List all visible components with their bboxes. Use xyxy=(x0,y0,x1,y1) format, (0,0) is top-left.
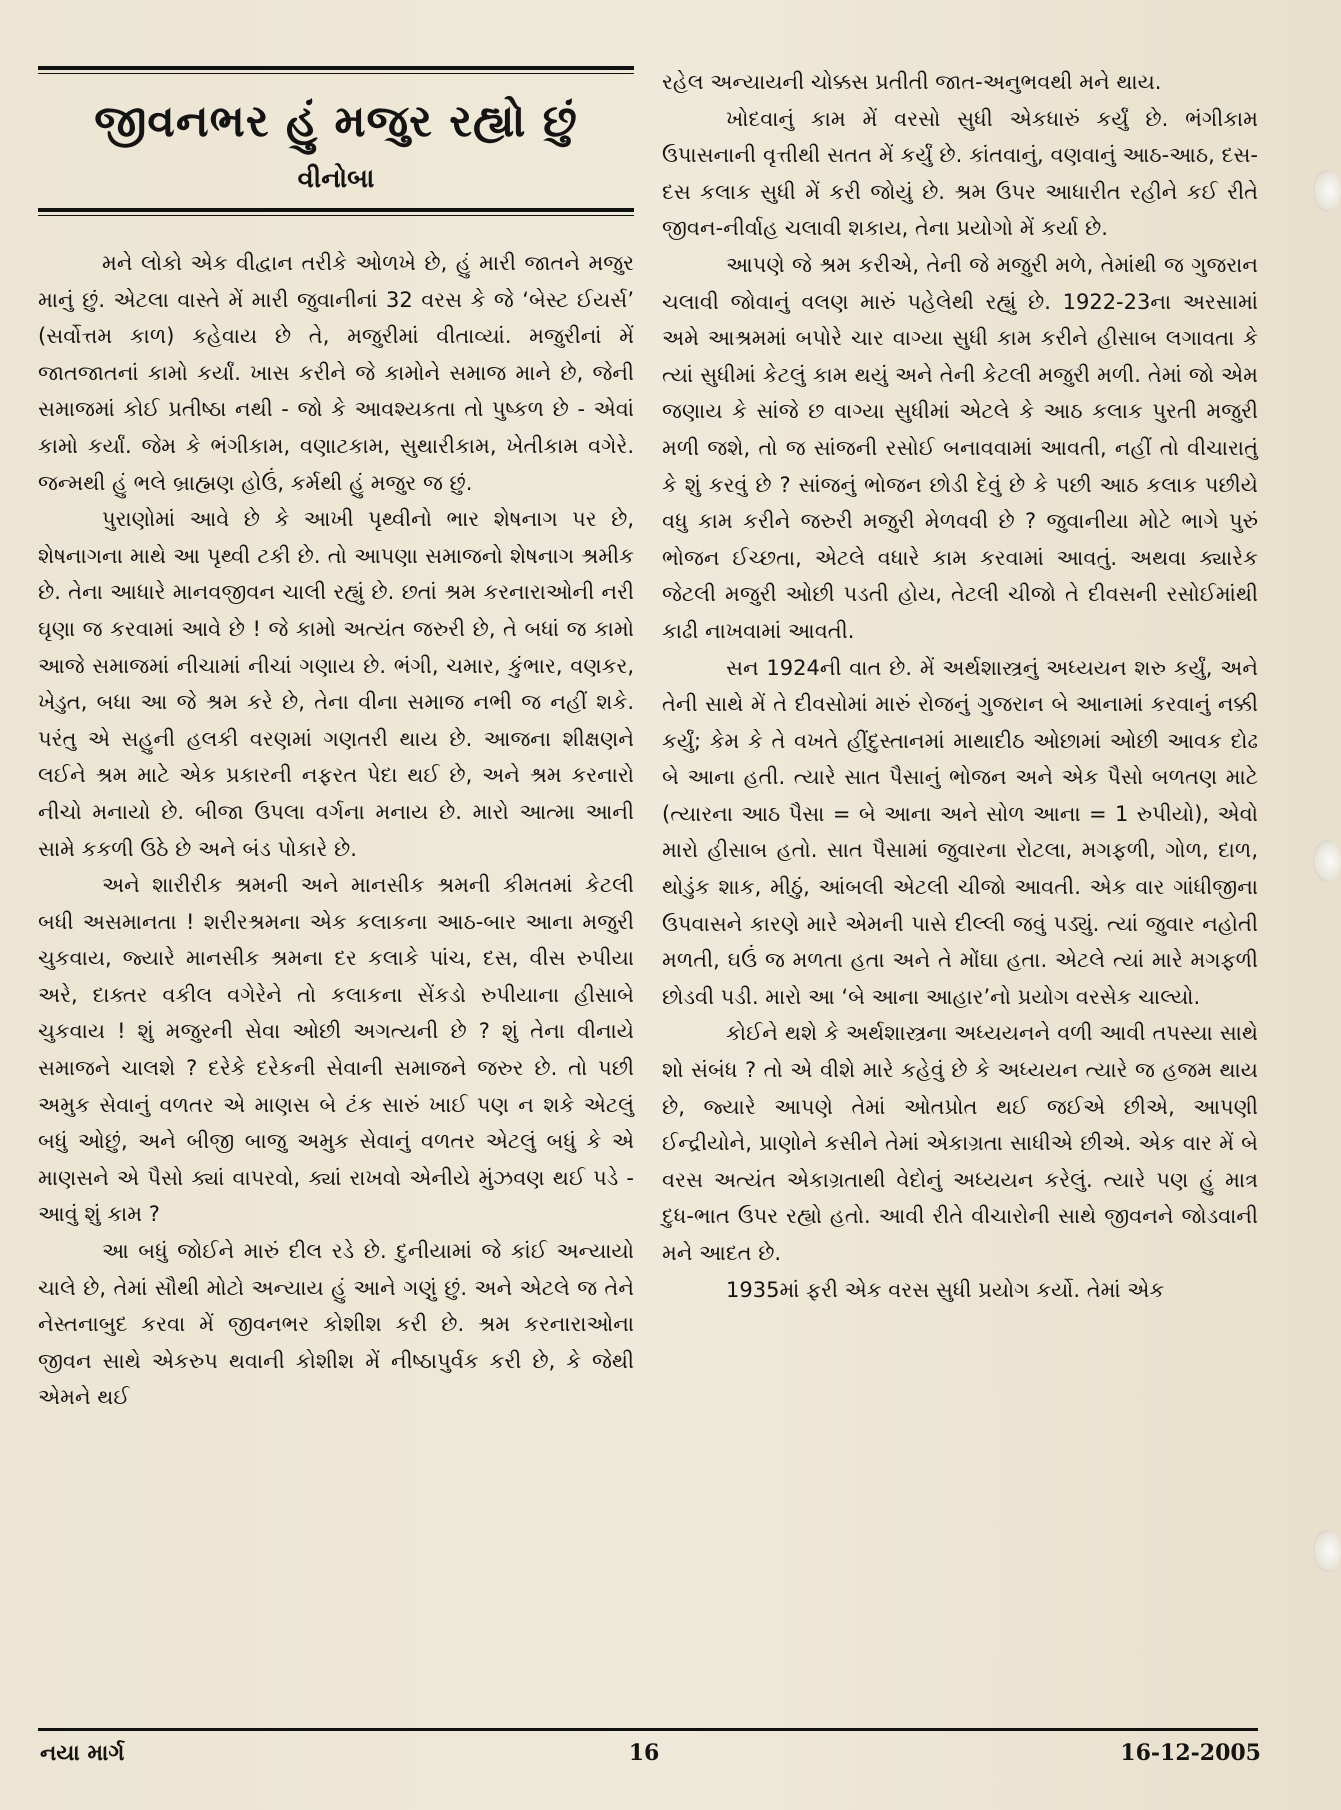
paragraph: આપણે જે શ્રમ કરીએ, તેની જે મજુરી મળે, તેમાંથી જ ગુજરાન ચલાવી જોવાનું વલણ મારું પહેલેથી રહ્યું છે. 1922-23ના અરસામાં અમે આશ્રમમાં બપોરે ચાર વાગ્યા સુધી કામ કરીને હીસાબ લગાવતા કે ત્યાં સુધીમાં કેટલું કામ થયું અને તેની કેટલી મજુરી મળી. તેમાં જો એમ જણાય કે સાંજે છ વાગ્યા સુધીમાં એટલે કે આઠ કલાક પુરતી મજુરી મળી જશે, તો જ સાંજની રસોઈ બનાવવામાં આવતી, નહીં તો વીચારાતું કે શું કરવું છે ? સાંજનું ભોજન છોડી દેવું છે કે પછી આઠ કલાક પછીયે વધુ કામ કરીને જરુરી મજુરી મેળવવી છે ? જુવાનીયા મોટે ભાગે પુરું ભોજન ઈચ્છતા, એટલે વધારે કામ કરવામાં આવતું. અથવા ક્યારેક જેટલી મજુરી ઓછી પડતી હોય, તેટલી ચીજો તે દીવસની રસોઈમાંથી કાઢી નાખવામાં આવતી. xyxy=(662,252,1258,643)
left-column xyxy=(38,245,634,1416)
title-rule-top xyxy=(38,66,634,70)
right-column xyxy=(662,64,1258,1308)
paragraph: અને શારીરીક શ્રમની અને માનસીક શ્રમની કીમતમાં કેટલી બધી અસમાનતા ! શરીરશ્રમના એક કલાકના આઠ-બાર આના મજુરી ચુકવાય, જ્યારે માનસીક શ્રમના દર કલાકે પાંચ, દસ, વીસ રુપીયા અરે, દાક્તર વકીલ વગેરેને તો કલાકના સેંકડો રુપીયાના હીસાબે ચુકવાય ! શું મજુરની સેવા ઓછી અગત્યની છે ? શું તેના વીનાયે સમાજને ચાલશે ? દરેકે દરેકની સેવાની સમાજને જરુર છે. તો પછી અમુક સેવાનું વળતર એ માણસ બે ટંક સારું ખાઈ પણ ન શકે એટલું બધું ઓછું, અને બીજી બાજુ અમુક સેવાનું વળતર એટલું બધું કે એ માણસને એ પૈસો ક્યાં વાપરવો, ક્યાં રાખવો એનીયે મુંઝવણ થઈ પડે - આવું શું કામ ? xyxy=(38,873,634,1227)
footer-date: 16-12-2005 xyxy=(1120,1740,1261,1766)
paragraph: આ બધું જોઈને મારું દીલ રડે છે. દુનીયામાં જે કાંઈ અન્યાયો ચાલે છે, તેમાં સૌથી મોટો અન્યાય હું આને ગણું છું. અને એટલે જ તેને નેસ્તનાબુદ કરવા મેં જીવનભર કોશીશ કરી છે. શ્રમ કરનારાઓના જીવન સાથે એકરુપ થવાની કોશીશ મેં નીષ્ઠાપુર્વક કરી છે, કે જેથી એમને થઈ xyxy=(38,1239,634,1410)
article-title: જીવનભર હું મજુર રહ્યો છું xyxy=(94,96,578,147)
title-rule-bottom-thin xyxy=(38,215,634,216)
paragraph: 1935માં ફરી એક વરસ સુધી પ્રયોગ કર્યો. તેમાં એક xyxy=(726,1277,1165,1302)
footer-page-number: 16 xyxy=(628,1740,660,1766)
paragraph: કોઈને થશે કે અર્થશાસ્ત્રના અધ્યયનને વળી આવી તપસ્યા સાથે શો સંબંધ ? તો એ વીશે મારે કહેવું છે કે અધ્યયન ત્યારે જ હજમ થાય છે, જ્યારે આપણે તેમાં ઓતપ્રોત થઈ જઈએ છીએ, આપણી ઈન્દ્રીયોને, પ્રાણોને કસીને તેમાં એકાગ્રતા સાધીએ છીએ. એક વાર મેં બે વરસ અત્યંત એકાગ્રતાથી વેદોનું અધ્યયન કરેલું. ત્યારે પણ હું માત્ર દુધ-ભાત ઉપર રહ્યો હતો. આવી રીતે વીચારોની સાથે જીવનને જોડવાની મને આદત છે. xyxy=(662,1021,1258,1265)
article-header xyxy=(38,66,634,216)
title-rule-bottom xyxy=(38,208,634,212)
paragraph: ખોદવાનું કામ મેં વરસો સુધી એકધારું કર્યું છે. ભંગીકામ ઉપાસનાની વૃત્તીથી સતત મેં કર્યું છે. કાંતવાનું, વણવાનું આઠ-આઠ, દસ-દસ કલાક સુધી મેં કરી જોયું છે. શ્રમ ઉપર આધારીત રહીને કઈ રીતે જીવન-નીર્વાહ ચલાવી શકાય, તેના પ્રયોગો મેં કર્યા છે. xyxy=(662,106,1258,241)
punch-hole-mark xyxy=(1313,840,1341,882)
punch-hole-mark xyxy=(1313,1530,1341,1572)
footer-rule xyxy=(38,1728,1258,1731)
paragraph-continued: રહેલ અન્યાયની ચોક્કસ પ્રતીતી જાત-અનુભવથી મને થાય. xyxy=(662,70,1162,94)
title-rule-top-thin xyxy=(38,73,634,74)
paragraph: મને લોકો એક વીદ્વાન તરીકે ઓળખે છે, હું મારી જાતને મજુર માનું છું. એટલા વાસ્તે મેં મારી જુવાનીનાં 32 વરસ કે જે ‘બેસ્ટ ઈયર્સ’ (સર્વોત્તમ કાળ) કહેવાય છે તે, મજુરીમાં વીતાવ્યાં. મજુરીનાં મેં જાતજાતનાં કામો કર્યાં. ખાસ કરીને જે કામોને સમાજ માને છે, જેની સમાજમાં કોઈ પ્રતીષ્ઠા નથી - જો કે આવશ્યકતા તો પુષ્કળ છે - એવાં કામો કર્યાં. જેમ કે ભંગીકામ, વણાટકામ, સુથારીકામ, ખેતીકામ વગેરે. જન્મથી હું ભલે બ્રાહ્મણ હોઉં, કર્મથી હું મજુર જ છું. xyxy=(38,251,634,495)
footer-publication: નયા માર્ગ xyxy=(40,1740,125,1766)
paragraph: સન 1924ની વાત છે. મેં અર્થશાસ્ત્રનું અધ્યયન શરુ કર્યું, અને તેની સાથે મેં તે દીવસોમાં મારું રોજનું ગુજરાન બે આનામાં કરવાનું નક્કી કર્યું; કેમ કે તે વખતે હીંદુસ્તાનમાં માથાદીઠ ઓછામાં ઓછી આવક દોઢ બે આના હતી. ત્યારે સાત પૈસાનું ભોજન અને એક પૈસો બળતણ માટે (ત્યારના આઠ પૈસા = બે આના અને સોળ આના = 1 રુપીયો), એવો મારો હીસાબ હતો. સાત પૈસામાં જુવારના રોટલા, મગફળી, ગોળ, દાળ, થોડુંક શાક, મીઠું, આંબલી એટલી ચીજો આવતી. એક વાર ગાંધીજીના ઉપવાસને કારણે મારે એમની પાસે દીલ્લી જવું પડ્યું. ત્યાં જુવાર નહોતી મળતી, ઘઉં જ મળતા હતા અને તે મોંઘા હતા. એટલે ત્યાં મારે મગફળી છોડવી પડી. મારો આ ‘બે આના આહાર’નો પ્રયોગ વરસેક ચાલ્યો. xyxy=(662,655,1258,1009)
punch-hole-mark xyxy=(1313,170,1341,212)
article-author: વીનોબા xyxy=(297,164,375,194)
paragraph: પુરાણોમાં આવે છે કે આખી પૃથ્વીનો ભાર શેષનાગ પર છે, શેષનાગના માથે આ પૃથ્વી ટકી છે. તો આપણા સમાજનો શેષનાગ શ્રમીક છે. તેના આધારે માનવજીવન ચાલી રહ્યું છે. છતાં શ્રમ કરનારાઓની નરી ઘૃણા જ કરવામાં આવે છે ! જે કામો અત્યંત જરુરી છે, તે બધાં જ કામો આજે સમાજમાં નીચામાં નીચાં ગણાય છે. ભંગી, ચમાર, કુંભાર, વણકર, ખેડુત, બધા આ જે શ્રમ કરે છે, તેના વીના સમાજ નભી જ નહીં શકે. પરંતુ એ સહુની હલકી વરણમાં ગણતરી થાય છે. આજના શીક્ષણને લઈને શ્રમ માટે એક પ્રકારની નફરત પેદા થઈ છે, અને શ્રમ કરનારો નીચો મનાયો છે. બીજા ઉપલા વર્ગના મનાય છે. મારો આત્મા આની સામે કકળી ઉઠે છે અને બંડ પોકારે છે. xyxy=(38,507,634,861)
